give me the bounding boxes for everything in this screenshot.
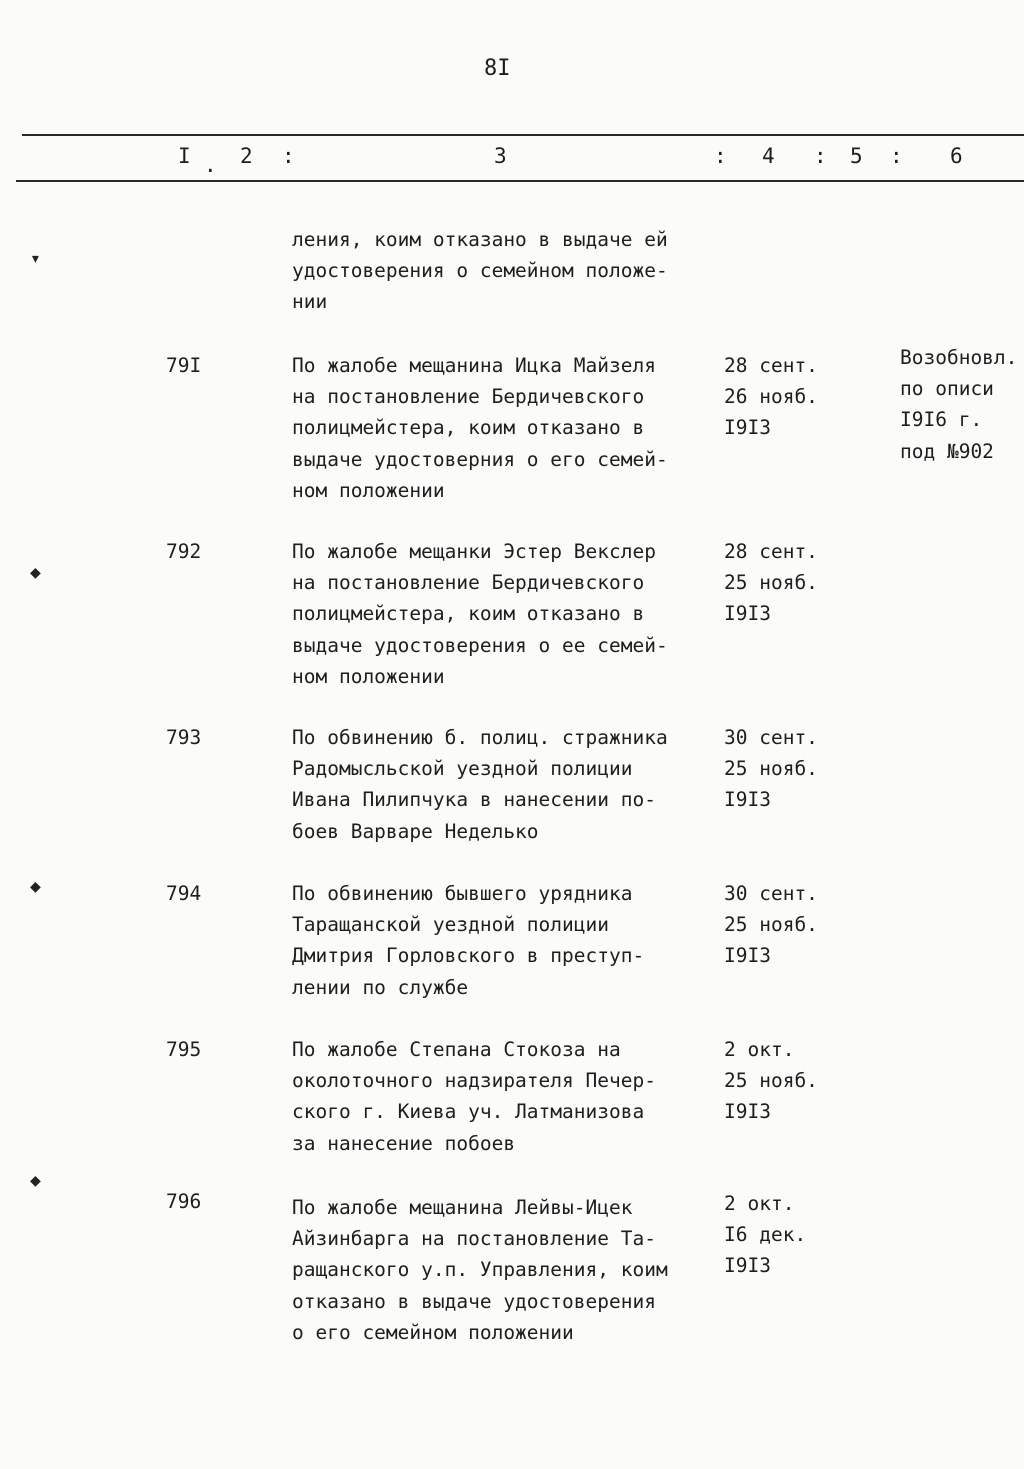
- header-col-4: 4: [762, 144, 775, 168]
- header-col-3: 3: [494, 144, 507, 168]
- entry-description: По обвинению б. полиц. стражника Радомысльской уездной полиции Ивана Пилипчука в нанесении по- боев Варваре Неделько: [292, 726, 668, 843]
- entry-number: 792: [166, 540, 202, 563]
- entry-number: 793: [166, 726, 202, 749]
- header-separator: :: [714, 144, 727, 168]
- entry-number: 796: [166, 1190, 202, 1213]
- hole-punch-mark: ◆: [30, 1170, 41, 1191]
- entry-description: По жалобе Степана Стокоза на околоточного надзирателя Печер- ского г. Киева уч. Латманизова за нанесение побоев: [292, 1038, 656, 1155]
- header-separator: .: [204, 153, 217, 177]
- header-separator: :: [282, 144, 295, 168]
- entry-description: По жалобе мещанина Ицка Майзеля на постановление Бердичевского полицмейстера, коим отказано в выдаче удостоверния о его семей- ном положении: [292, 354, 668, 502]
- header-separator: :: [814, 144, 827, 168]
- continued-description: ления, коим отказано в выдаче ей удостоверения о семейном положе- нии: [292, 228, 668, 314]
- entry-dates: 30 сент. 25 нояб. I9I3: [724, 882, 818, 968]
- entry-dates: 28 сент. 25 нояб. I9I3: [724, 540, 818, 626]
- header-col-5: 5: [850, 144, 863, 168]
- entry-number: 794: [166, 882, 202, 905]
- header-col-6: 6: [950, 144, 963, 168]
- header-col-2: 2: [240, 144, 253, 168]
- entry-number: 79I: [166, 354, 202, 377]
- header-separator: :: [890, 144, 903, 168]
- entry-note: Возобновл. по описи I9I6 г. под №902: [900, 346, 1018, 463]
- entry-dates: 2 окт. 25 нояб. I9I3: [724, 1038, 818, 1124]
- entry-description: По обвинению бывшего урядника Таращанской уездной полиции Дмитрия Горловского в преступ- лении по службе: [292, 882, 645, 999]
- entry-number: 795: [166, 1038, 202, 1061]
- header-col-1: I: [178, 144, 191, 168]
- entry-dates: 2 окт. I6 дек. I9I3: [724, 1192, 807, 1278]
- entry-dates: 30 сент. 25 нояб. I9I3: [724, 726, 818, 812]
- hole-punch-mark: ◆: [30, 562, 41, 583]
- entry-description: По жалобе мещанки Эстер Векслер на постановление Бердичевского полицмейстера, коим отказано в выдаче удостоверения о ее семей- ном положении: [292, 540, 668, 688]
- header-bottom-rule: [16, 180, 1024, 182]
- hole-punch-mark: ◆: [30, 876, 41, 897]
- page-number: 8I: [484, 56, 511, 81]
- hole-punch-mark: ▾: [30, 248, 41, 269]
- entry-dates: 28 сент. 26 нояб. I9I3: [724, 354, 818, 440]
- header-top-rule: [22, 134, 1024, 136]
- entry-description: По жалобе мещанина Лейвы-Ицек Айзинбарга на постановление Та- ращанского у.п. Управления, коим отказано в выдаче удостоверения о его семейном положении: [292, 1196, 668, 1344]
